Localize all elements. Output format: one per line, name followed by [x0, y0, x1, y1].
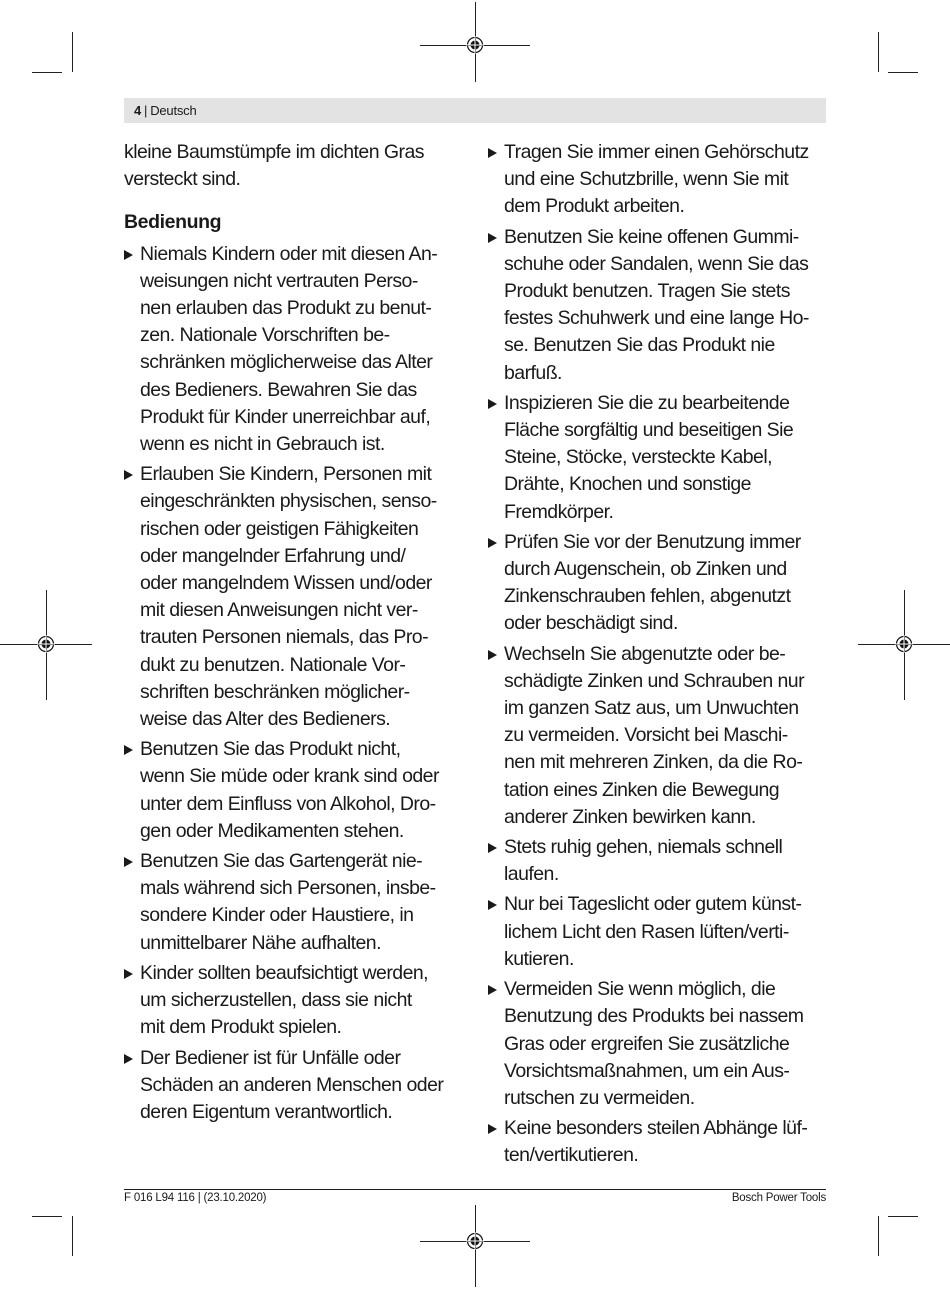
page-header [124, 98, 826, 123]
triangle-bullet-icon [488, 233, 497, 243]
crop-mark [32, 1216, 62, 1217]
list-item-text: Stets ruhig gehen, niemals schnell laufen. [504, 836, 783, 886]
list-item-text: Nur bei Tageslicht oder gutem künst- lichem Licht den Rasen lüften/verti- kutieren. [504, 893, 802, 970]
registration-mark-icon [466, 36, 484, 54]
crop-mark [72, 32, 73, 72]
list-item [488, 1115, 833, 1169]
list-item [488, 976, 833, 1112]
right-column [488, 139, 833, 1173]
list-item-text: Der Bediener ist für Unfälle oder Schäden an anderen Menschen oder deren Eigentum verantwortlich. [140, 1046, 444, 1123]
triangle-bullet-icon [488, 843, 497, 853]
triangle-bullet-icon [124, 470, 133, 480]
crop-mark [32, 72, 62, 73]
header-separator: | [144, 103, 148, 118]
list-item [124, 960, 464, 1042]
list-item-text: Benutzen Sie keine offenen Gummi- schuhe oder Sandalen, wenn Sie das Produkt benutzen. Tragen Sie stets festes Schuhwerk und eine lange Ho- se. Benutzen Sie das Produkt nie barfuß. [504, 225, 809, 384]
triangle-bullet-icon [488, 985, 497, 995]
footer-divider [124, 1189, 826, 1190]
crop-mark [888, 1216, 918, 1217]
list-item-text: Benutzen Sie das Produkt nicht, wenn Sie müde oder krank sind oder unter dem Einfluss von Alkohol, Dro- gen oder Medikamenten stehen. [140, 738, 439, 842]
footer-brand: Bosch Power Tools [731, 1192, 826, 1204]
triangle-bullet-icon [488, 148, 497, 158]
safety-list [124, 241, 464, 1127]
triangle-bullet-icon [488, 1124, 497, 1134]
crop-mark [72, 1216, 73, 1256]
list-item [488, 529, 833, 638]
list-item-text: Wechseln Sie abgenutzte oder be- schädigte Zinken und Schrauben nur im ganzen Satz aus, um Unwuchten zu vermeiden. Vorsicht bei Maschi- nen mit mehreren Zinken, da die Ro- tation eines Zinken die Bewegung anderer Zinken bewirken kann. [504, 642, 805, 828]
list-item [488, 834, 833, 888]
list-item [124, 461, 464, 733]
list-item-text: Keine besonders steilen Abhänge lüf- ten/vertikutieren. [504, 1117, 808, 1167]
registration-mark-icon [37, 635, 55, 653]
list-item [488, 139, 833, 221]
footer-document-id: F 016 L94 116 | (23.10.2020) [124, 1192, 267, 1204]
triangle-bullet-icon [124, 969, 133, 979]
triangle-bullet-icon [488, 399, 497, 409]
triangle-bullet-icon [124, 857, 133, 867]
list-item-text: Tragen Sie immer einen Gehörschutz und eine Schutzbrille, wenn Sie mit dem Produkt arbeiten. [504, 141, 809, 218]
list-item [488, 891, 833, 973]
left-column [124, 139, 464, 1129]
crop-mark [888, 72, 918, 73]
list-item-text: Niemals Kindern oder mit diesen An- weisungen nicht vertrauten Perso- nen erlauben das Produkt zu benut- zen. Nationale Vorschriften be- schränken möglicherweise das Alter des Bedieners. Bewahren Sie das Produkt für Kinder unerreichbar auf, wenn es nicht in Gebrauch ist. [140, 242, 438, 456]
list-item-text: Erlauben Sie Kindern, Personen mit eingeschränkten physischen, senso- rischen oder geistigen Fähigkeiten oder mangelnder Erfahrung und/ oder mangelndem Wissen und/oder mit diesen Anweisungen nicht ver- trauten Personen niemals, das Pro- dukt zu benutzen. Nationale Vor- schriften beschränken möglicher- weise das Alter des Bedieners. [140, 463, 437, 731]
list-item-text: Prüfen Sie vor der Benutzung immer durch Augenschein, ob Zinken und Zinkenschrauben fehlen, abgenutzt oder beschädigt sind. [504, 530, 801, 635]
section-heading: Bedienung [124, 211, 222, 234]
triangle-bullet-icon [124, 250, 133, 260]
triangle-bullet-icon [488, 538, 497, 548]
list-item [124, 1045, 464, 1127]
crop-mark [878, 32, 879, 72]
list-item [488, 390, 833, 526]
list-item-text: Vermeiden Sie wenn möglich, die Benutzung des Produkts bei nassem Gras oder ergreifen Sie zusätzliche Vorsichtsmaßnahmen, um ein Aus- rutschen zu vermeiden. [504, 978, 804, 1109]
list-item [124, 848, 464, 957]
triangle-bullet-icon [488, 900, 497, 910]
triangle-bullet-icon [488, 650, 497, 660]
triangle-bullet-icon [124, 1054, 133, 1064]
crop-mark [878, 1216, 879, 1256]
list-item-text: Kinder sollten beaufsichtigt werden, um sicherzustellen, dass sie nicht mit dem Produkt spielen. [140, 961, 429, 1039]
list-item-text: Benutzen Sie das Gartengerät nie- mals während sich Personen, insbe- sondere Kinder oder Haustiere, in unmittelbarer Nähe aufhalten. [140, 850, 436, 954]
list-item [124, 736, 464, 845]
safety-list [488, 139, 833, 1170]
intro-paragraph: kleine Baumstümpfe im dichten Gras versteckt sind. [124, 141, 424, 191]
list-item [488, 641, 833, 831]
list-item-text: Inspizieren Sie die zu bearbeitende Fläche sorgfältig und beseitigen Sie Steine, Stöcke, versteckte Kabel, Drähte, Knochen und sonstige Fremdkörper. [504, 391, 794, 523]
registration-mark-icon [895, 635, 913, 653]
registration-mark-icon [466, 1232, 484, 1250]
list-item [488, 224, 833, 387]
header-language: Deutsch [150, 103, 197, 118]
list-item [124, 241, 464, 459]
page-number: 4 [134, 103, 142, 118]
triangle-bullet-icon [124, 745, 133, 755]
